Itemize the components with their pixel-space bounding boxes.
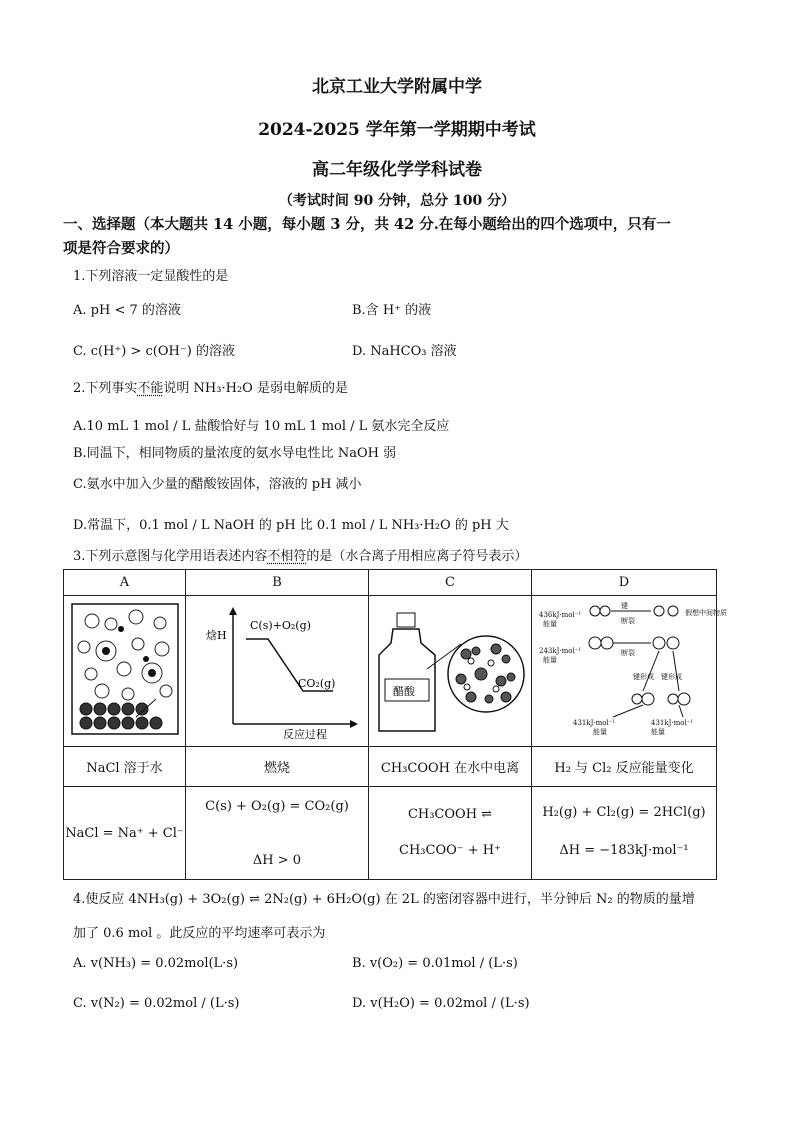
- acetic-acid-diagram: [371, 599, 529, 739]
- q2-stem-post: 说明 NH₃·H₂O 是弱电解质的是: [163, 381, 348, 396]
- q3-eq-c-line2: CH₃COO⁻ + H⁺: [399, 843, 501, 858]
- q3-diagram-a: [64, 596, 186, 747]
- q3-eq-a: NaCl = Na⁺ + Cl⁻: [64, 787, 186, 880]
- exam-title: 2024-2025 学年第一学期期中考试: [258, 120, 536, 140]
- d-bottom-1: 431kJ·mol⁻¹: [573, 719, 616, 727]
- q3-stem-pre: 3.下列示意图与化学用语表述内容: [73, 549, 268, 564]
- b-bottom-label: CO₂(g): [298, 677, 336, 690]
- q3-eq-d-line1: H₂(g) + Cl₂(g) = 2HCl(g): [542, 805, 706, 820]
- q3-diagram-c: [369, 596, 532, 747]
- d-bottom-2b: 能量: [651, 728, 665, 736]
- q3-eq-b-line1: C(s) + O₂(g) = CO₂(g): [205, 799, 349, 814]
- q1-option-c: C. c(H⁺) > c(OH⁻) 的溶液: [73, 344, 235, 359]
- d-bottom-2: 431kJ·mol⁻¹: [651, 719, 694, 727]
- q4-stem-line2: 加了 0.6 mol 。此反应的平均速率可表示为: [73, 926, 326, 941]
- d-form-1: 键形成: [633, 673, 654, 681]
- q3-table: [63, 569, 727, 880]
- q3-header-b: B: [186, 570, 369, 596]
- q2-option-b: B.同温下，相同物质的量浓度的氨水导电性比 NaOH 弱: [73, 446, 397, 461]
- q4-option-d: D. v(H₂O) = 0.02mol / (L·s): [352, 996, 530, 1011]
- q3-stem: [73, 545, 527, 564]
- b-xlabel: 反应过程: [283, 728, 327, 741]
- q2-stem-emphasis: 不能: [137, 381, 164, 396]
- q2-option-a: A.10 mL 1 mol / L 盐酸恰好与 10 mL 1 mol / L 氨水完全反应: [73, 419, 450, 434]
- q4-stem-line1: 4.使反应 4NH₃(g) + 3O₂(g) ⇌ 2N₂(g) + 6H₂O(g) 在 2L 的密闭容器中进行，半分钟后 N₂ 的物质的量增: [73, 892, 695, 907]
- q2-option-d: D.常温下，0.1 mol / L NaOH 的 pH 比 0.1 mol / L NH₃·H₂O 的 pH 大: [73, 518, 509, 533]
- paper-title: 高二年级化学学科试卷: [312, 160, 482, 180]
- q3-eq-d-line2: ΔH = −183kJ·mol⁻¹: [559, 843, 689, 858]
- q1-option-d: D. NaHCO₃ 溶液: [352, 344, 457, 359]
- d-label-2: 243kJ·mol⁻¹: [539, 647, 582, 655]
- d-label-2b: 能量: [543, 656, 557, 664]
- b-top-label: C(s)+O₂(g): [250, 619, 311, 632]
- d-label-1: 436kJ·mol⁻¹: [539, 611, 582, 619]
- d-form-2: 键形成: [661, 673, 682, 681]
- q3-desc-b: 燃烧: [186, 747, 369, 787]
- q3-stem-emphasis: 不相符: [267, 549, 307, 564]
- q1-option-a: A. pH < 7 的溶液: [73, 303, 181, 318]
- q3-eq-b-line2: ΔH > 0: [252, 853, 302, 868]
- q3-diagram-d: [532, 596, 727, 747]
- q1-stem: 1.下列溶液一定显酸性的是: [73, 269, 229, 284]
- d-key-label: 键: [621, 602, 628, 610]
- section-heading-line2: 项是符合要求的）: [63, 240, 179, 257]
- school-name: 北京工业大学附属中学: [312, 77, 482, 97]
- q3-eq-b: [186, 787, 369, 880]
- d-label-1b: 能量: [543, 620, 557, 628]
- q2-stem-pre: 2.下列事实: [73, 381, 138, 396]
- b-ylabel: 焓H: [206, 629, 227, 642]
- q3-stem-post: 的是（水合离子用相应离子符号表示）: [306, 549, 528, 564]
- q3-header-d: D: [532, 570, 717, 596]
- q3-desc-d: H₂ 与 Cl₂ 反应能量变化: [532, 747, 717, 787]
- enthalpy-diagram: [188, 599, 366, 739]
- q1-option-b: B.含 H⁺ 的液: [352, 303, 432, 318]
- d-intermediate: 假想中间物质: [685, 609, 727, 617]
- q3-eq-c: [369, 787, 532, 880]
- q3-eq-c-line1: CH₃COOH ⇌: [407, 807, 493, 822]
- q4-option-a: A. v(NH₃) = 0.02mol(L·s): [73, 956, 239, 971]
- q4-option-b: B. v(O₂) = 0.01mol / (L·s): [352, 956, 518, 971]
- exam-info: （考试时间 90 分钟，总分 100 分）: [278, 193, 516, 209]
- nacl-dissolution-diagram: [66, 599, 184, 739]
- q3-header-c: C: [369, 570, 532, 596]
- q3-diagram-b: [186, 596, 369, 747]
- q4-option-c: C. v(N₂) = 0.02mol / (L·s): [73, 996, 240, 1011]
- d-break-2: 断裂: [621, 649, 635, 657]
- q3-desc-a: NaCl 溶于水: [64, 747, 186, 787]
- q3-header-a: A: [64, 570, 186, 596]
- q3-eq-d: [532, 787, 717, 880]
- h2-cl2-energy-diagram: [533, 599, 727, 739]
- q3-desc-c: CH₃COOH 在水中电离: [369, 747, 532, 787]
- section-heading-line1: 一、选择题（本大题共 14 小题，每小题 3 分，共 42 分.在每小题给出的四个选项中，只有一: [63, 216, 671, 233]
- d-bottom-1b: 能量: [593, 728, 607, 736]
- q2-stem: [73, 377, 348, 396]
- q2-option-c: C.氨水中加入少量的醋酸铵固体，溶液的 pH 减小: [73, 477, 362, 492]
- c-bottle-label: 醋酸: [393, 685, 415, 698]
- d-break-1: 断裂: [621, 617, 635, 625]
